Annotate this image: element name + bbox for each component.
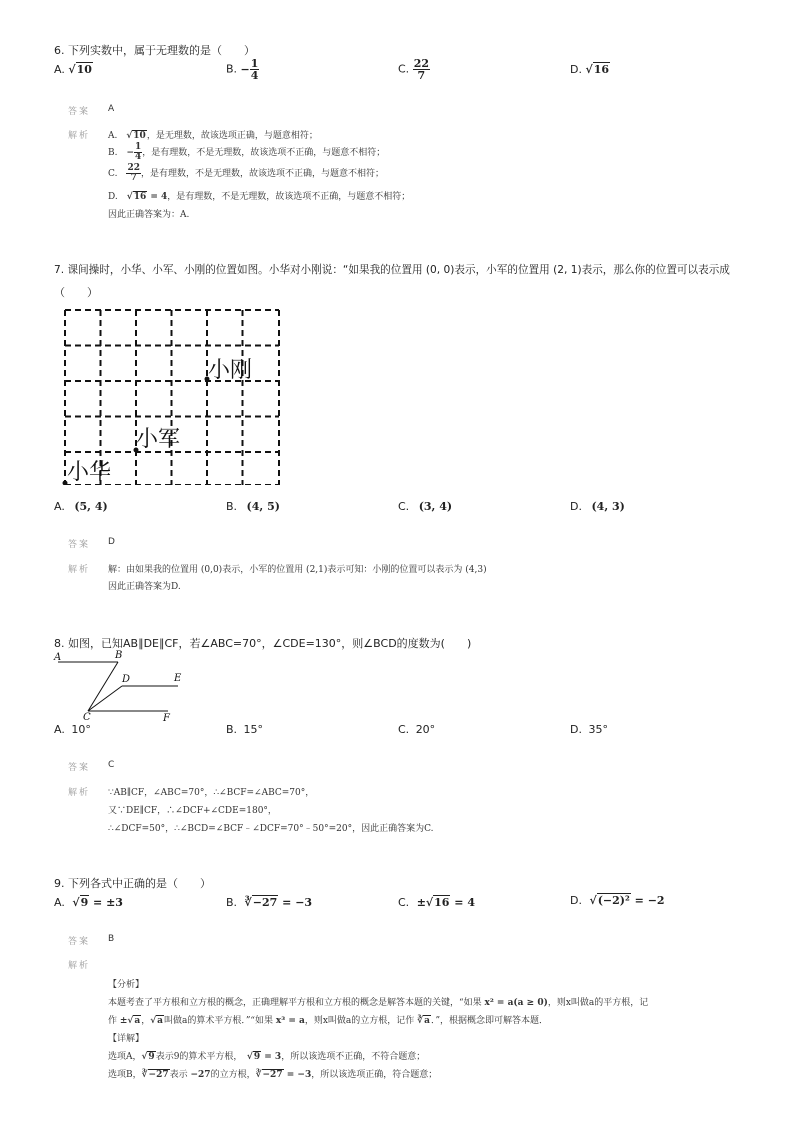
q6-option-a-expr: √10 (68, 63, 92, 76)
q7-option-d[interactable] (570, 500, 625, 513)
q9-option-b-expr: ∛−27 = −3 (244, 896, 313, 909)
q9-analysis-label: 解析 (68, 961, 91, 971)
q7-option-d-expr: (4, 3) (591, 500, 625, 513)
q8-answer-value: C (108, 760, 115, 770)
q6-option-c-expr: $\frac{22}{7}$ (413, 57, 429, 82)
q6-option-c-letter: C. (398, 62, 410, 76)
q7-analysis-line: 因此正确答案为D. (108, 582, 181, 592)
q6-stem: 6. 下列实数中，属于无理数的是（ ） (54, 44, 255, 57)
point-a-label: A (54, 652, 62, 663)
q8-option-b-letter: B. (226, 723, 238, 736)
q6-option-d[interactable] (570, 63, 610, 76)
q9-xiangjie-line: 选项B，∛−27表示 −27的立方根，∛−27 = −3，所以该选项正确，符合题意； (108, 1070, 438, 1080)
q9-answer-value: B (108, 934, 115, 944)
q9-answer-label: 答案 (68, 937, 91, 947)
q6-option-b-letter: B. (226, 62, 238, 76)
q6-option-d-letter: D. (570, 63, 582, 76)
q9-option-c[interactable] (398, 896, 475, 909)
q9-xiangjie-title: 【详解】 (108, 1034, 145, 1044)
q8-option-b[interactable] (226, 723, 263, 736)
q7-option-c[interactable] (398, 500, 452, 513)
q8-option-d[interactable] (570, 723, 608, 736)
q9-option-d-letter: D. (570, 894, 582, 907)
q9-stem: 9. 下列各式中正确的是（ ） (54, 877, 211, 890)
xiaojun-label: 小军 (136, 427, 181, 452)
q8-analysis-line: ∴∠DCF=50°，∴∠BCD=∠BCF﹣∠DCF=70°﹣50°=20°，因此正确答案为C. (108, 824, 434, 834)
q6-option-a-letter: A. (54, 63, 65, 76)
q9-fenxi-title: 【分析】 (108, 980, 145, 990)
xiaohua-label: 小华 (67, 460, 112, 485)
q9-option-a-expr: √9 = ±3 (72, 896, 123, 909)
q9-fenxi-line: 作 ±√a，√a叫做a的算术平方根．”“如果 x³ = a，则x叫做a的立方根，记作 ∛a．”，根据概念即可解答本题． (108, 1016, 549, 1026)
q7-option-d-letter: D. (570, 500, 582, 513)
q6-analysis-line: A. √10，是无理数，故该选项正确，与题意相符； (108, 131, 318, 141)
q7-stem-line2: （ ） (54, 286, 98, 299)
q8-analysis-label: 解析 (68, 788, 91, 798)
q6-option-d-expr: √16 (585, 63, 610, 76)
q7-answer-value: D (108, 537, 115, 547)
q8-analysis-line: ∵AB∥CF，∠ABC=70°，∴∠BCF=∠ABC=70°， (108, 788, 315, 798)
q6-analysis-label: 解析 (68, 131, 91, 141)
q6-option-c[interactable] (398, 58, 430, 81)
q8-option-d-expr: 35° (588, 723, 608, 736)
q8-option-c-letter: C. (398, 723, 410, 736)
q7-analysis-line: 解：由如果我的位置用 (0,0)表示，小军的位置用 (2,1)表示可知：小刚的位置可以表示为 (4,3) (108, 565, 487, 575)
q7-option-c-letter: C. (398, 500, 410, 513)
point-b-label: B (115, 650, 123, 661)
q8-option-a[interactable] (54, 723, 91, 736)
q6-analysis-line: C. $\frac{22}{7}$ ，是有理数，不是无理数，故该选项不正确，与题意不相符； (108, 163, 384, 183)
q9-option-d-expr: √(−2)² = −2 (589, 894, 665, 907)
q8-stem: 8. 如图，已知AB∥DE∥CF，若∠ABC=70°，∠CDE=130°，则∠BCD的度数为( ) (54, 637, 472, 650)
q9-xiangjie-line: 选项A，√9表示9的算术平方根， √9 = 3，所以该选项不正确，不符合题意； (108, 1052, 426, 1062)
point-f-label: F (163, 713, 170, 723)
parallel-lines-figure (50, 648, 190, 723)
q9-option-a[interactable] (54, 896, 123, 909)
q6-option-b[interactable] (226, 58, 259, 81)
q9-fenxi-line: 本题考查了平方根和立方根的概念，正确理解平方根和立方根的概念是解答本题的关键，“如果 x² = a(a ≥ 0)，则x叫做a的平方根，记 (108, 998, 649, 1008)
q8-option-c[interactable] (398, 723, 435, 736)
q7-option-b-letter: B. (226, 500, 238, 513)
q8-option-b-expr: 15° (243, 723, 264, 736)
q9-option-b-letter: B. (226, 896, 238, 909)
q9-option-b[interactable] (226, 896, 312, 909)
q6-option-b-expr: − $\frac{1}{4}$ (240, 57, 259, 82)
q7-option-a[interactable] (54, 500, 108, 513)
q8-answer-label: 答案 (68, 763, 91, 773)
point-e-label: E (174, 673, 182, 684)
point-c-label: C (83, 712, 91, 723)
q6-analysis-conclusion: 因此正确答案为：A. (108, 210, 190, 220)
q7-option-a-letter: A. (54, 500, 65, 513)
q8-option-a-expr: 10° (71, 723, 91, 736)
q9-option-a-letter: A. (54, 896, 65, 909)
q9-option-c-expr: ±√16 = 4 (416, 896, 475, 909)
q6-analysis-line: D. √16 = 4，是有理数，不是无理数，故该选项不正确，与题意不相符； (108, 192, 411, 202)
q6-answer-value: A (108, 104, 115, 114)
q7-option-b[interactable] (226, 500, 280, 513)
q8-analysis-line: 又∵DE∥CF，∴∠DCF+∠CDE=180°， (108, 806, 277, 816)
q8-option-c-expr: 20° (415, 723, 436, 736)
xiaogang-label: 小刚 (208, 358, 253, 383)
q7-stem-line1: 7. 课间操时，小华、小军、小刚的位置如图。小华对小刚说：“如果我的位置用 (0, 0)表示，小军的位置用 (2, 1)表示，那么你的位置可以表示成 (54, 264, 730, 276)
q6-analysis-line: B. − $\frac{1}{4}$ ，是有理数，不是无理数，故该选项不正确，与题意不相符； (108, 142, 386, 162)
point-d-label: D (122, 674, 131, 685)
q7-analysis-label: 解析 (68, 565, 91, 575)
position-grid-figure (58, 305, 288, 485)
q8-option-d-letter: D. (570, 723, 582, 736)
q7-option-a-expr: (5, 4) (74, 500, 108, 513)
q8-option-a-letter: A. (54, 723, 65, 736)
q6-answer-label: 答案 (68, 107, 91, 117)
q7-answer-label: 答案 (68, 540, 91, 550)
q6-option-a[interactable] (54, 63, 93, 76)
q9-option-c-letter: C. (398, 896, 410, 909)
q9-option-d[interactable] (570, 894, 665, 907)
q7-option-b-expr: (4, 5) (246, 500, 280, 513)
q7-option-c-expr: (3, 4) (418, 500, 453, 513)
